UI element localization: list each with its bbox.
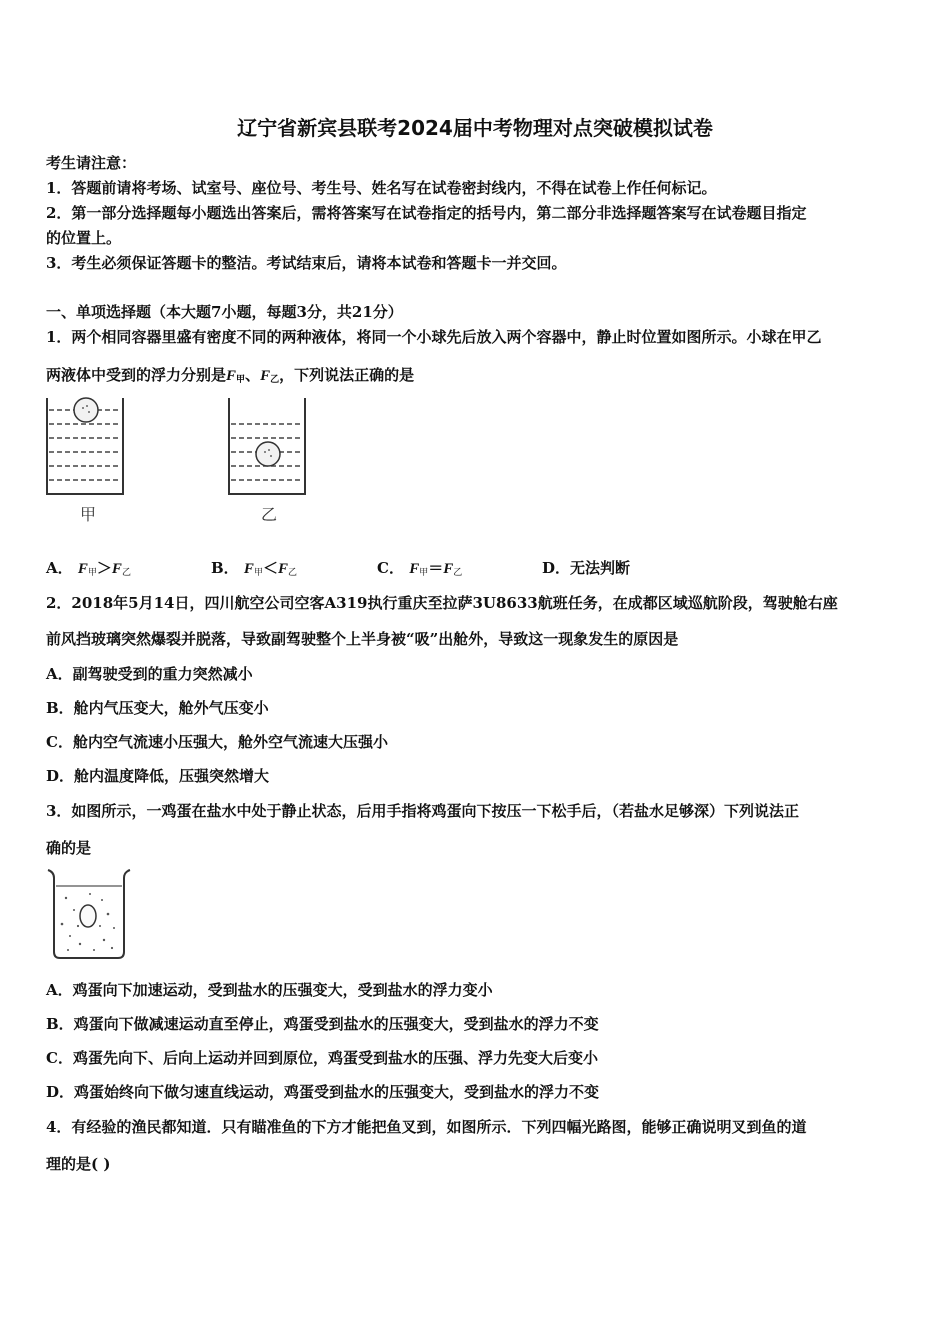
- q2-option-d[interactable]: D．舱内温度降低，压强突然增大: [46, 767, 270, 785]
- notice-heading: 考生请注意：: [46, 154, 137, 172]
- figure-label-yi: 乙: [261, 505, 278, 524]
- beaker-egg-figure: [44, 866, 134, 962]
- page-title: 辽宁省新宾县联考2024届中考物理对点突破模拟试卷: [237, 116, 713, 140]
- q1-option-c[interactable]: C． $F_甲=F_乙$: [377, 559, 463, 578]
- q1-option-d[interactable]: D．无法判断: [542, 559, 631, 577]
- notice-item: 的位置上。: [46, 229, 122, 247]
- q1-option-a[interactable]: A． $F_甲>F_乙$: [46, 559, 131, 578]
- q3-option-a[interactable]: A．鸡蛋向下加速运动，受到盐水的压强变大，受到盐水的浮力变小: [46, 981, 493, 999]
- figure-label-jia: 甲: [80, 505, 97, 524]
- q2-option-b[interactable]: B．舱内气压变大，舱外气压变小: [46, 699, 269, 717]
- q1-text: 两液体中受到的浮力分别是$F_甲$、$F_乙$，下列说法正确的是: [46, 366, 415, 385]
- notice-item: 2．第一部分选择题每小题选出答案后，需将答案写在试卷指定的括号内，第二部分非选择题答案写在试卷题目指定: [46, 204, 807, 222]
- q2-option-c[interactable]: C．舱内空气流速小压强大，舱外空气流速大压强小: [46, 733, 388, 751]
- q4-text: 4．有经验的渔民都知道．只有瞄准鱼的下方才能把鱼叉到，如图所示．下列四幅光路图，能够正确说明叉到鱼的道: [46, 1118, 807, 1136]
- q2-option-a[interactable]: A．副驾驶受到的重力突然减小: [46, 665, 253, 683]
- q4-text: 理的是( ): [46, 1155, 111, 1173]
- q1-text: 1．两个相同容器里盛有密度不同的两种液体，将同一个小球先后放入两个容器中，静止时位置如图所示。小球在甲乙: [46, 328, 822, 346]
- notice-item: 3．考生必须保证答题卡的整洁。考试结束后，请将本试卷和答题卡一并交回。: [46, 254, 567, 272]
- q3-option-d[interactable]: D．鸡蛋始终向下做匀速直线运动，鸡蛋受到盐水的压强变大，受到盐水的浮力不变: [46, 1083, 600, 1101]
- q3-text: 确的是: [46, 839, 92, 857]
- q1-option-b[interactable]: B． $F_甲<F_乙$: [211, 559, 297, 578]
- q3-text: 3．如图所示，一鸡蛋在盐水中处于静止状态，后用手指将鸡蛋向下按压一下松手后，（若盐水足够深）下列说法正: [46, 802, 799, 820]
- q2-text: 2．2018年5月14日，四川航空公司空客A319执行重庆至拉萨3U8633航班任务，在成都区域巡航阶段，驾驶舱右座: [46, 594, 838, 612]
- q2-text: 前风挡玻璃突然爆裂并脱落，导致副驾驶整个上半身被“吸”出舱外，导致这一现象发生的原因是: [46, 630, 679, 648]
- container-yi-figure: [226, 396, 316, 500]
- notice-item: 1．答题前请将考场、试室号、座位号、考生号、姓名写在试卷密封线内，不得在试卷上作任何标记。: [46, 179, 717, 197]
- container-jia-figure: [44, 396, 134, 500]
- q3-option-b[interactable]: B．鸡蛋向下做减速运动直至停止，鸡蛋受到盐水的压强变大，受到盐水的浮力不变: [46, 1015, 599, 1033]
- section-heading: 一、单项选择题（本大题7小题，每题3分，共21分）: [46, 303, 403, 321]
- q3-option-c[interactable]: C．鸡蛋先向下、后向上运动并回到原位，鸡蛋受到盐水的压强、浮力先变大后变小: [46, 1049, 598, 1067]
